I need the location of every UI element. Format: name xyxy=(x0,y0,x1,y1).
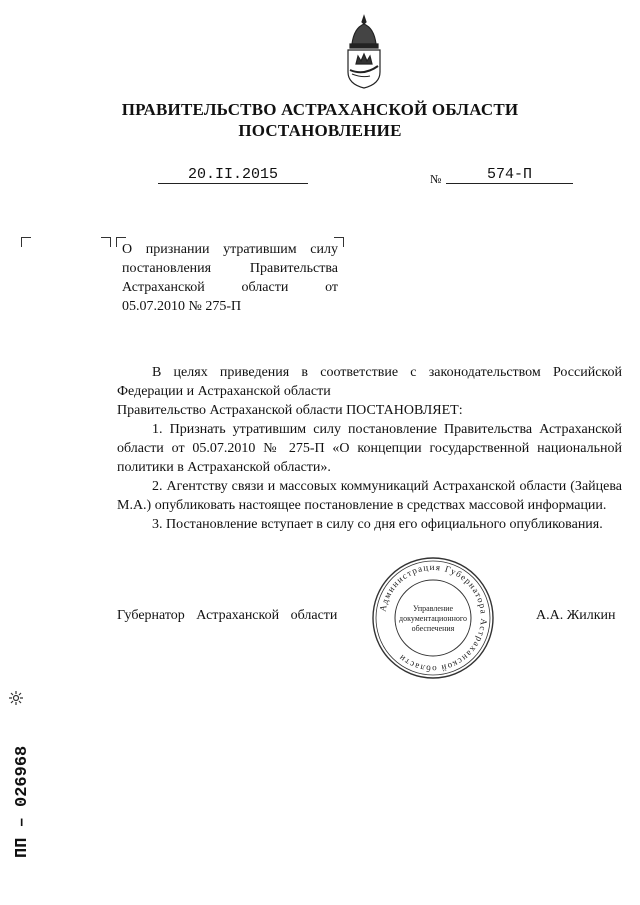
organization-title: ПРАВИТЕЛЬСТВО АСТРАХАНСКОЙ ОБЛАСТИ xyxy=(121,100,519,119)
document-date: 20.II.2015 xyxy=(158,166,308,184)
stamp-center-line-3: обеспечения xyxy=(411,624,455,633)
document-subject xyxy=(122,240,338,316)
body-item-1: 1. Признать утратившим силу постановление Правительства Астраханской области от 05.07.2010 № 275-П «О концепции государственной национальной политики в Астраханской области». xyxy=(117,422,622,475)
registration-code-text: ПП – 026968 xyxy=(13,745,32,858)
document-type-title: ПОСТАНОВЛЕНИЕ xyxy=(238,121,402,140)
body-item-2: 2. Агентству связи и массовых коммуникаций Астраханской области (Зайцева М.А.) опубликовать настоящее постановление в средствах массовой информации. xyxy=(117,479,622,513)
number-sign: № xyxy=(430,172,442,186)
stamp-center-line-2: документационного xyxy=(399,614,467,623)
coat-of-arms-emblem xyxy=(340,14,388,90)
document-number: 574-П xyxy=(446,166,573,184)
stamp-ring-text: Администрация Губернатора Астраханской области xyxy=(377,561,490,675)
document-body xyxy=(117,363,622,534)
corner-bracket-left xyxy=(21,237,31,247)
resolves-line: Правительство Астраханской области ПОСТАНОВЛЯЕТ: xyxy=(117,403,463,418)
body-item-3: 3. Постановление вступает в силу со дня его официального опубликования. xyxy=(152,517,603,532)
corner-bracket-subject-left-a xyxy=(101,237,111,247)
subject-text: О признании утратившим силу постановления Правительства Астраханской области от 05.07.2010 № 275-П xyxy=(122,242,338,314)
stamp-center-line-1: Управление xyxy=(412,604,454,613)
signatory-name: А.А. Жилкин xyxy=(536,608,616,623)
official-stamp xyxy=(370,555,496,681)
signatory-position: Губернатор Астраханской области xyxy=(117,608,338,623)
intro-paragraph: В целях приведения в соответствие с законодательством Российской Федерации и Астраханской области xyxy=(117,365,622,399)
registration-code xyxy=(2,700,34,860)
